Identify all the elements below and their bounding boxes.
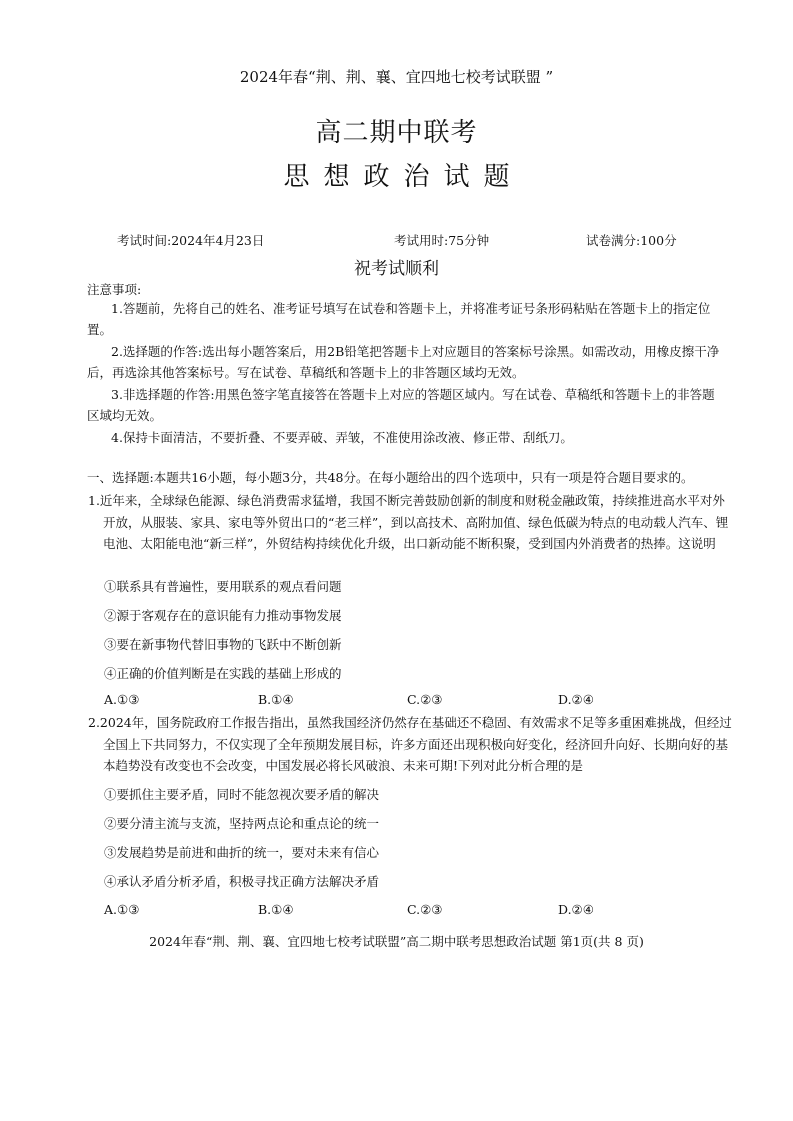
question-1-statement-2: ②源于客观存在的意识能有力推动事物发展 [104, 608, 342, 623]
exam-full-score: 试卷满分:100分 [586, 233, 677, 248]
note-item-1: 1.答题前，先将自己的姓名、准考证号填写在试卷和答题卡上，并将准考证号条形码粘贴在答题卡上的指定位置。 [87, 301, 711, 337]
question-2-choice-c: C.②③ [407, 902, 443, 917]
question-1-choice-b: B.①④ [258, 692, 294, 707]
question-1-statement-1: ①联系具有普遍性，要用联系的观点看问题 [104, 579, 342, 594]
question-1-statement-4: ④正确的价值判断是在实践的基础上形成的 [104, 666, 342, 681]
question-2-choice-b: B.①④ [258, 902, 294, 917]
question-2-statement-3: ③发展趋势是前进和曲折的统一，要对未来有信心 [104, 845, 380, 860]
exam-name-title: 高二期中联考 [315, 118, 478, 148]
notes-title: 注意事项: [87, 282, 142, 297]
exam-time: 考试时间:2024年4月23日 [117, 233, 265, 248]
note-item-4: 4.保持卡面清洁，不要折叠、不要弄破、弄皱，不准使用涂改液、修正带、刮纸刀。 [111, 430, 573, 445]
question-2-statement-1: ①要抓住主要矛盾，同时不能忽视次要矛盾的解决 [104, 787, 380, 802]
note-item-2: 2.选择题的作答:选出每小题答案后，用2B铅笔把答题卡上对应题目的答案标号涂黑。如需改动，用橡皮擦干净后，再选涂其他答案标号。写在试卷、草稿纸和答题卡上的非答题区域均无效。 [87, 344, 720, 380]
question-2-statement-2: ②要分清主流与支流，坚持两点论和重点论的统一 [104, 816, 380, 831]
page-footer: 2024年春“荆、荆、襄、宜四地七校考试联盟”高二期中联考思想政治试题 第1页(共 8 页) [149, 934, 644, 949]
subject-title: 思想政治试题 [283, 162, 524, 192]
section-heading: 一、选择题:本题共16小题，每小题3分，共48分。在每小题给出的四个选项中，只有一项是符合题目要求的。 [87, 470, 694, 485]
question-2-statement-4: ④承认矛盾分析矛盾，积极寻找正确方法解决矛盾 [104, 874, 380, 889]
exam-series-header: 2024年春“荆、荆、襄、宜四地七校考试联盟 ” [239, 68, 554, 86]
note-item-3: 3.非选择题的作答:用黑色签字笔直接答在答题卡上对应的答题区域内。写在试卷、草稿纸和答题卡上的非答题区域均无效。 [87, 387, 715, 423]
question-1-choice-a: A.①③ [104, 692, 140, 707]
question-1-choice-c: C.②③ [407, 692, 443, 707]
question-1-statement-3: ③要在新事物代替旧事物的飞跃中不断创新 [104, 637, 342, 652]
question-2-choice-a: A.①③ [104, 902, 140, 917]
question-1-choice-d: D.②④ [558, 692, 594, 707]
question-1-stem: 1.近年来，全球绿色能源、绿色消费需求猛增，我国不断完善鼓励创新的制度和财税金融政策，持续推进高水平对外开放，从服装、家具、家电等外贸出口的“老三样”，到以高技术、高附加值、绿色低碳为特点的电动载人汽车、锂电池、太阳能电池“新三样”，外贸结构持续优化升级，出口新动能不断积聚，受到国内外消费者的热捧。这说明 [88, 493, 729, 551]
question-2-choice-d: D.②④ [558, 902, 594, 917]
question-2-stem: 2.2024年，国务院政府工作报告指出，虽然我国经济仍然存在基础还不稳固、有效需求不足等多重困难挑战，但经过全国上下共同努力，不仅实现了全年预期发展目标，许多方面还出现积极向好变化，经济回升向好、长期向好的基本趋势没有改变也不会改变，中国发展必将长风破浪、未来可期!下列对此分析合理的是 [88, 715, 732, 773]
exam-duration: 考试用时:75分钟 [394, 233, 490, 248]
good-luck-wish: 祝考试顺利 [354, 259, 439, 279]
